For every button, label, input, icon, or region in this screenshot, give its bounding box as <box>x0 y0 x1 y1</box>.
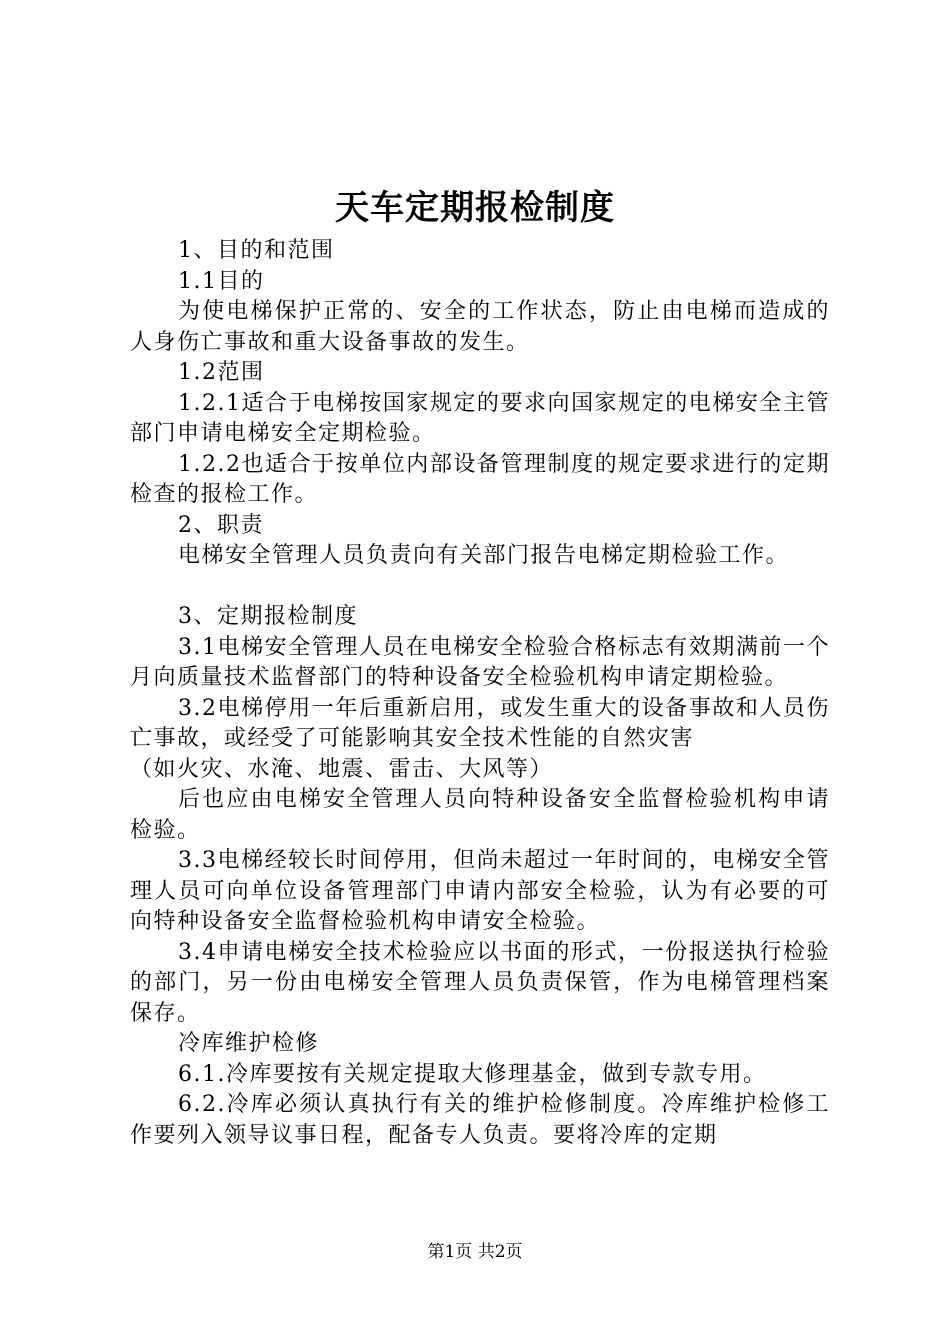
section-heading: 2、职责 <box>178 512 264 538</box>
paragraph: 3.1电梯安全管理人员在电梯安全检验合格标志有效期满前一个月向质量技术监督部门的特种设备安全检验机构申请定期检验。 <box>130 634 830 690</box>
paragraph: 1.2.1适合于电梯按国家规定的要求向国家规定的电梯安全主管部门申请电梯安全定期检验。 <box>130 390 830 446</box>
paragraph: 6.2.冷库必须认真执行有关的维护检修制度。冷库维护检修工作要列入领导议事日程，配备专人负责。要将冷库的定期 <box>130 1092 830 1148</box>
paragraph: 3.2电梯停用一年后重新启用，或发生重大的设备事故和人员伤亡事故，或经受了可能影响其安全技术性能的自然灾害 <box>130 695 830 751</box>
paragraph: （如火灾、水淹、地震、雷击、大风等） <box>130 756 554 782</box>
paragraph: 后也应由电梯安全管理人员向特种设备安全监督检验机构申请检验。 <box>130 787 830 843</box>
paragraph: 电梯安全管理人员负责向有关部门报告电梯定期检验工作。 <box>178 543 790 568</box>
paragraph: 为使电梯保护正常的、安全的工作状态，防止由电梯而造成的人身伤亡事故和重大设备事故的发生。 <box>130 299 830 355</box>
section-heading: 1、目的和范围 <box>178 238 335 263</box>
section-heading: 3、定期报检制度 <box>178 604 358 629</box>
document-title: 天车定期报检制度 <box>335 188 615 228</box>
document-body <box>130 236 830 1151</box>
blank-line <box>130 572 830 603</box>
subsection-heading: 1.2范围 <box>178 360 265 385</box>
paragraph: 6.1.冷库要按有关规定提取大修理基金，做到专款专用。 <box>178 1061 767 1087</box>
paragraph: 3.4申请电梯安全技术检验应以书面的形式，一份报送执行检验的部门，另一份由电梯安全管理人员负责保管，作为电梯管理档案保存。 <box>130 939 830 1026</box>
page-footer: 第1页 共2页 <box>427 1242 523 1262</box>
paragraph: 3.3电梯经较长时间停用，但尚未超过一年时间的，电梯安全管理人员可向单位设备管理部门申请内部安全检验，认为有必要的可向特种设备安全监督检验机构申请安全检验。 <box>130 848 830 934</box>
section-heading: 冷库维护检修 <box>178 1031 320 1056</box>
subsection-heading: 1.1目的 <box>178 268 265 294</box>
paragraph: 1.2.2也适合于按单位内部设备管理制度的规定要求进行的定期检查的报检工作。 <box>130 451 830 507</box>
